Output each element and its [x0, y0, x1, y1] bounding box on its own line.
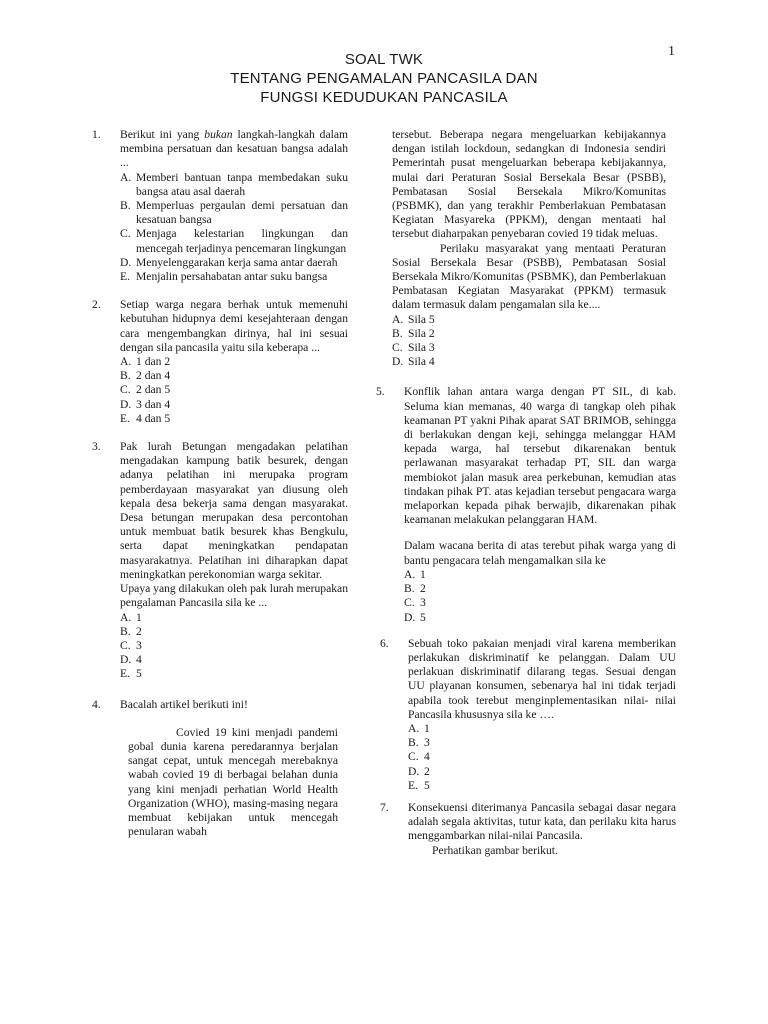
emphasis-word: bukan: [204, 128, 233, 141]
answer-option: C. Menjaga kelestarian lingkungan dan mencegah terjadinya pencemaran lingkungan: [120, 227, 348, 255]
header-subtitle-2: FUNGSI KEDUDUKAN PANCASILA: [260, 89, 508, 106]
question-number: 6.: [380, 636, 389, 650]
answer-option: A. 1 dan 2: [120, 355, 171, 369]
answer-option: B. 2: [404, 582, 426, 596]
answer-option: B. 3: [408, 736, 430, 750]
answer-option: A. Sila 5: [392, 312, 435, 326]
right-column: [376, 128, 676, 858]
question-4-options: [376, 313, 676, 370]
question-number: 7.: [380, 800, 389, 814]
answer-option: E. Menjalin persahabatan antar suku bangsa: [120, 270, 328, 284]
document-header: [0, 50, 768, 107]
answer-option: C. 3: [120, 638, 142, 652]
question-stem: Konflik lahan antara warga dengan PT SIL, di kab. Seluma kian memanas, 40 warga di tangkap oleh pihak keamanan PT yakni Pihak aparat SAT BRIMOB, sehingga di berlakukan dengan keji, sehingga melanggar HAM kepada warga, hal tersebut dikarenakan bentuk perlawanan masyarakat terhadap PT, SIL dan warga membiokot jalan masuk area perkebunan, kemudian atas tindakan pihak PT. atas kejadian tersebut pengacara warga melaporkan kepada pihak berwajib, dikarenakan pihak keamanan melakukan pelanggaran HAM.: [404, 385, 676, 527]
question-7: [380, 801, 676, 858]
answer-option: D. Menyelenggarakan kerja sama antar daerah: [120, 255, 338, 269]
article-continuation: [376, 128, 676, 313]
question-prompt: Dalam wacana berita di atas terebut pihak warga yang di bantu pengacara telah mengamalkan sila ke: [404, 539, 676, 567]
question-stem: Pak lurah Betungan mengadakan pelatihan mengadakan kampung batik besurek, dengan adanya pelatihan ini merupaka program pemberdayaan masyarakat yan diusung oleh kepala desa bekerja sama dengan masyarakat. Desa betungan merupakan desa percontohan untuk membuat batik besurek khas Bengkulu, serta dapat meningkatkan pendapatan masyarakatnya. Pelatihan ini diharapkan dapat meningkatkan perekonomian warga sekitar.: [120, 440, 348, 581]
question-number: 2.: [92, 298, 101, 312]
answer-option: A. 1: [404, 567, 426, 581]
question-3: [92, 440, 348, 681]
question-stem: Berikut ini yang bukan langkah-langkah dalam membina persatuan dan kesatuan bangsa adalah ...: [120, 128, 349, 170]
question-prompt: Upaya yang dilakukan oleh pak lurah merupakan pengalaman Pancasila sila ke ...: [120, 582, 348, 610]
answer-option: D. 5: [404, 610, 426, 624]
answer-option: D. Sila 4: [392, 355, 435, 369]
article-paragraph-2: Perilaku masyarakat yang mentaati Peraturan Sosial Bersekala Besar (PSBB), Pembatasan Sosial Bersekala Mikro/Komunitas (PSBMK), dan Pemberlakuan Pembatasan Kegiatan Masyarakat (PPKM) termasuk dalam termasuk dalam pengamalan sila ke....: [392, 241, 666, 312]
article-paragraph-1: Covied 19 kini menjadi pandemi gobal dunia karena peredarannya berjalan sangat cepat, untuk mencegah merebaknya wabah covied 19 di berbagai belahan dunia yang kini menjadi perhatian World Health Organization (WHO), masing-masing negara membuat kebijakan untuk mencegah penularan wabah: [128, 725, 338, 839]
question-stem: Setiap warga negara berhak untuk memenuhi kebutuhan hidupnya demi kesejahteraan dengan cara mengembangkan dirinya, hal ini sesuai dengan sila pancasila yaitu sila keberapa ...: [120, 298, 348, 354]
answer-option: E. 5: [120, 667, 142, 681]
answer-option: B. Sila 2: [392, 326, 435, 340]
answer-option: C. 3: [404, 596, 426, 610]
answer-option: C. Sila 3: [392, 341, 435, 355]
answer-option: B. Memperluas pergaulan demi persatuan dan kesatuan bangsa: [120, 199, 348, 227]
question-number: 1.: [92, 128, 101, 141]
question-number: 5.: [376, 385, 385, 399]
answer-option: A. 1: [408, 721, 430, 735]
article-paragraph-1-cont: tersebut. Beberapa negara mengeluarkan kebijakannya dengan istilah lockdoun, sedangkan di Indonesia sendiri Pemerintah pusat mengeluarkan beberapa kebijakannya, mulai dari Peraturan Sosial Bersekala Besar (PSBB), Pembatasan Sosial Bersekala Mikro/Komunitas (PSBMK), dan yang terakhir Pemberlakuan Pembatasan Kegiatan Masyareka (PPKM), dengan mentaati hal tersebut diaharpakan penyebaran covied 19 tidak meluas.: [392, 128, 666, 241]
header-title: SOAL TWK: [344, 51, 424, 68]
question-stem: Sebuah toko pakaian menjadi viral karena memberikan perlakukan diskriminatif ke pelanggan. Dalam UU perlakuan diskriminatif dilarang tegas. Sesuai dengan UU playanan konsumen, sebenarya hal ini tidak terjadi apabila took terebut menginplementasikan nilai- nilai Pancasila khususnya sila ke ….: [408, 636, 676, 721]
left-column: [92, 128, 348, 839]
question-stem: Konsekuensi diterimanya Pancasila sebagai dasar negara adalah segala aktivitas, tutur kata, dan perilaku kita harus menggambarkan nilai-nilai Pancasila.: [408, 800, 676, 843]
question-6: [380, 637, 676, 793]
answer-option: D. 2: [408, 764, 430, 778]
answer-option: B. 2 dan 4: [120, 369, 171, 383]
answer-option: E. 5: [408, 778, 430, 792]
answer-option: C. 2 dan 5: [120, 383, 171, 397]
answer-option: D. 4: [120, 653, 142, 667]
page-number: 1: [668, 44, 675, 59]
header-subtitle-1: TENTANG PENGAMALAN PANCASILA DAN: [230, 70, 538, 87]
answer-option: A. 1: [120, 610, 142, 624]
question-number: 3.: [92, 440, 101, 454]
answer-option: A. Memberi bantuan tanpa membedakan suku bangsa atau asal daerah: [120, 170, 348, 198]
question-5: [376, 385, 676, 624]
question-2: [92, 298, 348, 426]
answer-option: B. 2: [120, 624, 142, 638]
question-stem: Bacalah artikel berikuti ini!: [120, 697, 248, 711]
question-number: 4.: [92, 697, 101, 711]
answer-option: E. 4 dan 5: [120, 411, 171, 425]
answer-option: C. 4: [408, 750, 430, 764]
question-instruction: Perhatikan gambar berikut.: [432, 843, 558, 857]
question-1: [92, 128, 348, 284]
answer-option: D. 3 dan 4: [120, 397, 171, 411]
question-4: [92, 698, 348, 712]
